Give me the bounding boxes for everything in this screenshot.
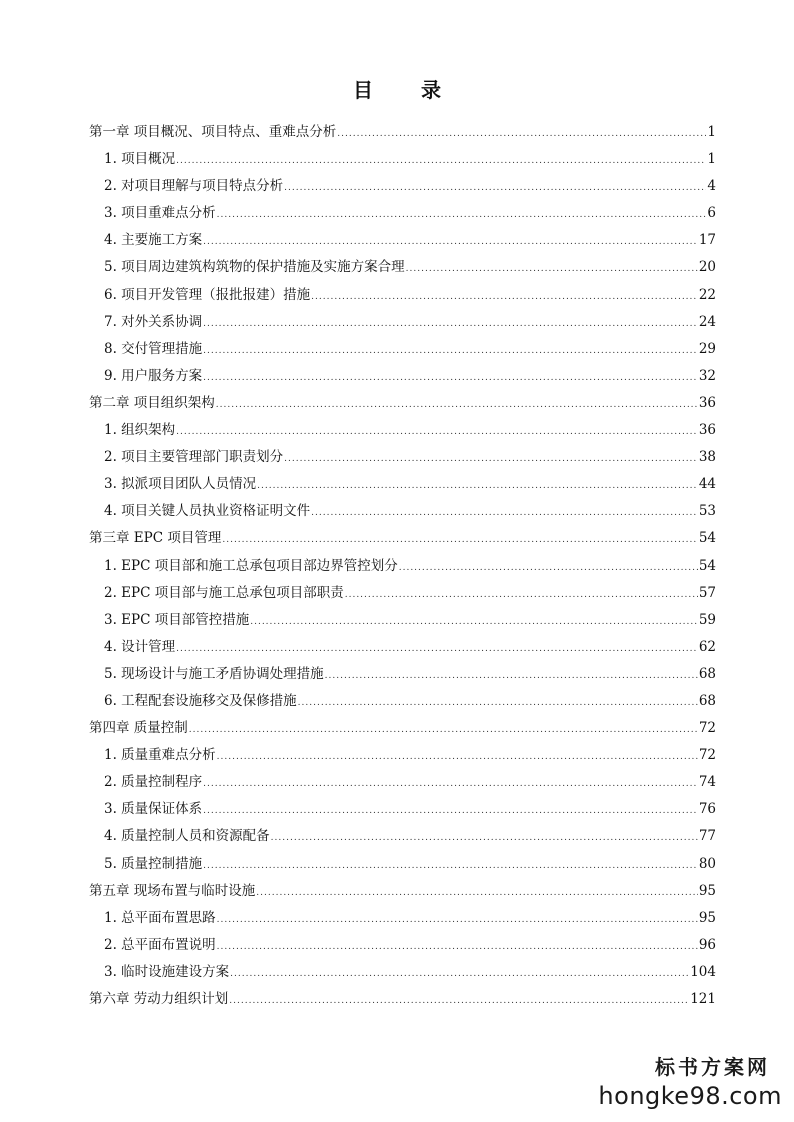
toc-leader-dots xyxy=(176,148,706,175)
toc-section-entry[interactable] xyxy=(0,769,794,796)
toc-entry-title: 1. 项目概况 xyxy=(104,151,176,168)
watermark xyxy=(598,1051,782,1110)
toc-page-number: 59 xyxy=(698,611,716,628)
toc-entry-title: 2. 对项目理解与项目特点分析 xyxy=(104,178,284,195)
toc-page-number: 1 xyxy=(707,151,716,168)
toc-section-entry[interactable] xyxy=(0,688,794,715)
toc-entry-title: 6. 工程配套设施移交及保修措施 xyxy=(104,692,297,709)
watermark-name: 标书方案网 xyxy=(655,1055,770,1079)
toc-leader-dots xyxy=(311,284,698,311)
toc-entry-title: 5. 现场设计与施工矛盾协调处理措施 xyxy=(104,665,324,682)
toc-section-entry[interactable] xyxy=(0,932,794,959)
toc-leader-dots xyxy=(311,500,698,527)
toc-leader-dots xyxy=(345,582,698,609)
toc-entry-title: 3. 临时设施建设方案 xyxy=(104,963,230,980)
toc-entry-title: 5. 质量控制措施 xyxy=(104,855,203,872)
toc-page-number: 95 xyxy=(698,882,716,899)
toc-section-entry[interactable] xyxy=(0,661,794,688)
toc-page-number: 22 xyxy=(698,286,716,303)
toc-leader-dots xyxy=(298,690,698,717)
toc-chapter-entry[interactable] xyxy=(0,525,794,552)
toc-entry-title: 1. 质量重难点分析 xyxy=(104,747,216,764)
toc-leader-dots xyxy=(176,636,698,663)
toc-entry-title: 2. 质量控制程序 xyxy=(104,774,203,791)
toc-section-entry[interactable] xyxy=(0,851,794,878)
toc-section-entry[interactable] xyxy=(0,742,794,769)
toc-entry-title: 7. 对外关系协调 xyxy=(104,313,203,330)
toc-page-number: 32 xyxy=(698,367,716,384)
toc-chapter-entry[interactable] xyxy=(0,119,794,146)
toc-entry-title: 1. 总平面布置思路 xyxy=(104,909,216,926)
toc-section-entry[interactable] xyxy=(0,336,794,363)
toc-section-entry[interactable] xyxy=(0,905,794,932)
toc-entry-title: 第一章 项目概况、项目特点、重难点分析 xyxy=(89,124,337,140)
toc-page-number: 80 xyxy=(698,855,716,872)
toc-leader-dots xyxy=(284,446,698,473)
toc-leader-dots xyxy=(217,934,698,961)
toc-page-number: 68 xyxy=(698,665,716,682)
toc-page-number: 72 xyxy=(698,720,716,737)
toc-entry-title: 8. 交付管理措施 xyxy=(104,340,203,357)
toc-section-entry[interactable] xyxy=(0,363,794,390)
toc-page-number: 29 xyxy=(698,340,716,357)
toc-section-entry[interactable] xyxy=(0,227,794,254)
toc-page-number: 74 xyxy=(698,774,716,791)
toc-leader-dots xyxy=(216,392,698,419)
toc-entry-title: 6. 项目开发管理（报批报建）措施 xyxy=(104,286,311,303)
toc-page-number: 96 xyxy=(698,936,716,953)
toc-entry-title: 第三章 EPC 项目管理 xyxy=(89,530,222,547)
toc-entry-title: 第六章 劳动力组织计划 xyxy=(89,991,229,1007)
toc-leader-dots xyxy=(230,961,689,988)
toc-leader-dots xyxy=(271,825,698,852)
toc-page-number: 1 xyxy=(707,124,716,140)
toc-page-number: 36 xyxy=(698,422,716,439)
toc-section-entry[interactable] xyxy=(0,471,794,498)
toc-page-number: 6 xyxy=(707,205,716,222)
toc-section-entry[interactable] xyxy=(0,796,794,823)
toc-leader-dots xyxy=(203,798,698,825)
toc-entry-title: 4. 质量控制人员和资源配备 xyxy=(104,828,270,845)
toc-chapter-entry[interactable] xyxy=(0,715,794,742)
toc-leader-dots xyxy=(256,880,698,907)
toc-page-number: 68 xyxy=(698,692,716,709)
toc-leader-dots xyxy=(406,256,698,283)
toc-entry-title: 5. 项目周边建筑构筑物的保护措施及实施方案合理 xyxy=(104,259,405,276)
toc-page-number: 17 xyxy=(698,232,716,249)
toc-entry-title: 2. EPC 项目部与施工总承包项目部职责 xyxy=(104,584,344,601)
toc-leader-dots xyxy=(217,202,707,229)
toc-leader-dots xyxy=(337,121,706,148)
toc-entry-title: 1. 组织架构 xyxy=(104,422,176,439)
toc-page-number: 121 xyxy=(690,991,716,1007)
toc-entry-title: 4. 项目关键人员执业资格证明文件 xyxy=(104,503,311,520)
toc-leader-dots xyxy=(250,609,698,636)
toc-section-entry[interactable] xyxy=(0,173,794,200)
toc-leader-dots xyxy=(176,419,698,446)
toc-section-entry[interactable] xyxy=(0,417,794,444)
toc-leader-dots xyxy=(203,311,698,338)
toc-entry-title: 第四章 质量控制 xyxy=(89,720,188,737)
toc-leader-dots xyxy=(217,907,698,934)
toc-entry-title: 3. 质量保证体系 xyxy=(104,801,203,818)
toc-entry-title: 2. 项目主要管理部门职责划分 xyxy=(104,449,284,466)
toc-leader-dots xyxy=(257,473,698,500)
toc-entry-title: 1. EPC 项目部和施工总承包项目部边界管控划分 xyxy=(104,557,398,574)
toc-leader-dots xyxy=(189,717,698,744)
toc-leader-dots xyxy=(399,555,698,582)
toc-entry-title: 第五章 现场布置与临时设施 xyxy=(89,882,256,899)
toc-page-number: 76 xyxy=(698,801,716,818)
toc-leader-dots xyxy=(222,527,697,554)
toc-section-entry[interactable] xyxy=(0,634,794,661)
toc-page-number: 36 xyxy=(698,394,716,411)
toc-page-number: 24 xyxy=(698,313,716,330)
toc-section-entry[interactable] xyxy=(0,959,794,986)
toc-leader-dots xyxy=(284,175,706,202)
toc-page-number: 54 xyxy=(698,530,716,547)
toc-page-number: 20 xyxy=(698,259,716,276)
toc-entry-title: 3. EPC 项目部管控措施 xyxy=(104,611,250,628)
toc-leader-dots xyxy=(217,744,698,771)
toc-leader-dots xyxy=(203,771,698,798)
toc-leader-dots xyxy=(203,229,698,256)
toc-page-number: 95 xyxy=(698,909,716,926)
toc-leader-dots xyxy=(325,663,698,690)
toc-page-number: 54 xyxy=(698,557,716,574)
toc-section-entry[interactable] xyxy=(0,254,794,281)
toc-page-number: 57 xyxy=(698,584,716,601)
toc-entry-title: 9. 用户服务方案 xyxy=(104,367,203,384)
toc-section-entry[interactable] xyxy=(0,309,794,336)
table-of-contents xyxy=(0,119,794,1013)
toc-entry-title: 3. 拟派项目团队人员情况 xyxy=(104,476,257,493)
toc-page-number: 62 xyxy=(698,638,716,655)
toc-chapter-entry[interactable] xyxy=(0,390,794,417)
toc-section-entry[interactable] xyxy=(0,282,794,309)
toc-chapter-entry[interactable] xyxy=(0,878,794,905)
toc-page-number: 104 xyxy=(690,963,716,980)
toc-section-entry[interactable] xyxy=(0,580,794,607)
page-title: 目 录 xyxy=(353,78,455,102)
toc-leader-dots xyxy=(203,338,698,365)
toc-page-number: 72 xyxy=(698,747,716,764)
toc-leader-dots xyxy=(229,988,689,1015)
toc-page-number: 38 xyxy=(698,449,716,466)
watermark-url: hongke98.com xyxy=(598,1082,782,1110)
toc-page-number: 4 xyxy=(707,178,716,195)
toc-entry-title: 第二章 项目组织架构 xyxy=(89,394,215,411)
toc-entry-title: 4. 设计管理 xyxy=(104,638,176,655)
toc-section-entry[interactable] xyxy=(0,498,794,525)
toc-page-number: 53 xyxy=(698,503,716,520)
toc-section-entry[interactable] xyxy=(0,823,794,850)
toc-section-entry[interactable] xyxy=(0,607,794,634)
toc-section-entry[interactable] xyxy=(0,553,794,580)
toc-entry-title: 4. 主要施工方案 xyxy=(104,232,203,249)
toc-section-entry[interactable] xyxy=(0,200,794,227)
toc-page-number: 77 xyxy=(698,828,716,845)
toc-entry-title: 2. 总平面布置说明 xyxy=(104,936,216,953)
toc-leader-dots xyxy=(203,365,698,392)
toc-section-entry[interactable] xyxy=(0,146,794,173)
toc-leader-dots xyxy=(203,853,698,880)
toc-section-entry[interactable] xyxy=(0,444,794,471)
toc-chapter-entry[interactable] xyxy=(0,986,794,1013)
toc-entry-title: 3. 项目重难点分析 xyxy=(104,205,216,222)
toc-page-number: 44 xyxy=(698,476,716,493)
